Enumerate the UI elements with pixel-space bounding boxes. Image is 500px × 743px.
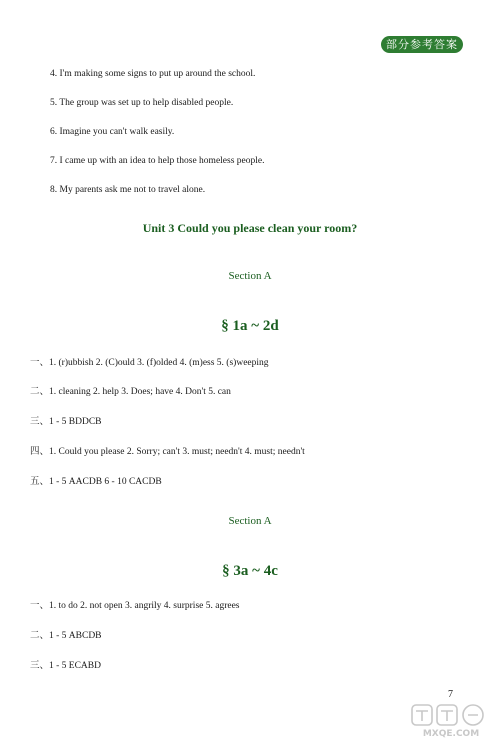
answer-line-1-5: 五、1 - 5 AACDB 6 - 10 CACDB xyxy=(30,477,162,487)
answer-line-2-1: 一、1. to do 2. not open 3. angrily 4. surprise 5. agrees xyxy=(30,601,240,611)
answer-line-1-1: 一、1. (r)ubbish 2. (C)ould 3. (f)olded 4. (m)ess 5. (s)weeping xyxy=(30,358,269,368)
unit-title: Unit 3 Could you please clean your room? xyxy=(142,221,358,235)
answer-line-2-2: 二、1 - 5 ABCDB xyxy=(30,631,102,641)
lesson-heading-2: § 3a ~ 4c xyxy=(222,563,278,579)
site-watermark-logo xyxy=(410,703,492,739)
page-number: 7 xyxy=(448,689,453,700)
sentence-8: 8. My parents ask me not to travel alone. xyxy=(50,185,206,195)
sentence-4: 4. I'm making some signs to put up around the school. xyxy=(50,69,256,79)
sentence-5: 5. The group was set up to help disabled people. xyxy=(50,98,234,108)
answer-line-1-2: 二、1. cleaning 2. help 3. Does; have 4. Don't 5. can xyxy=(30,387,231,397)
svg-text:MXQE.COM: MXQE.COM xyxy=(422,729,480,739)
answer-line-2-3: 三、1 - 5 ECABD xyxy=(30,661,101,671)
sentence-7: 7. I came up with an idea to help those homeless people. xyxy=(50,156,265,166)
answer-key-badge: 部分参考答案 xyxy=(381,36,463,53)
section-heading-1: Section A xyxy=(228,270,272,282)
sentence-6: 6. Imagine you can't walk easily. xyxy=(50,127,175,137)
lesson-heading-1: § 1a ~ 2d xyxy=(221,318,279,334)
section-heading-2: Section A xyxy=(228,515,272,527)
answer-line-1-4: 四、1. Could you please 2. Sorry; can't 3. must; needn't 4. must; needn't xyxy=(30,447,305,457)
answer-line-1-3: 三、1 - 5 BDDCB xyxy=(30,417,102,427)
